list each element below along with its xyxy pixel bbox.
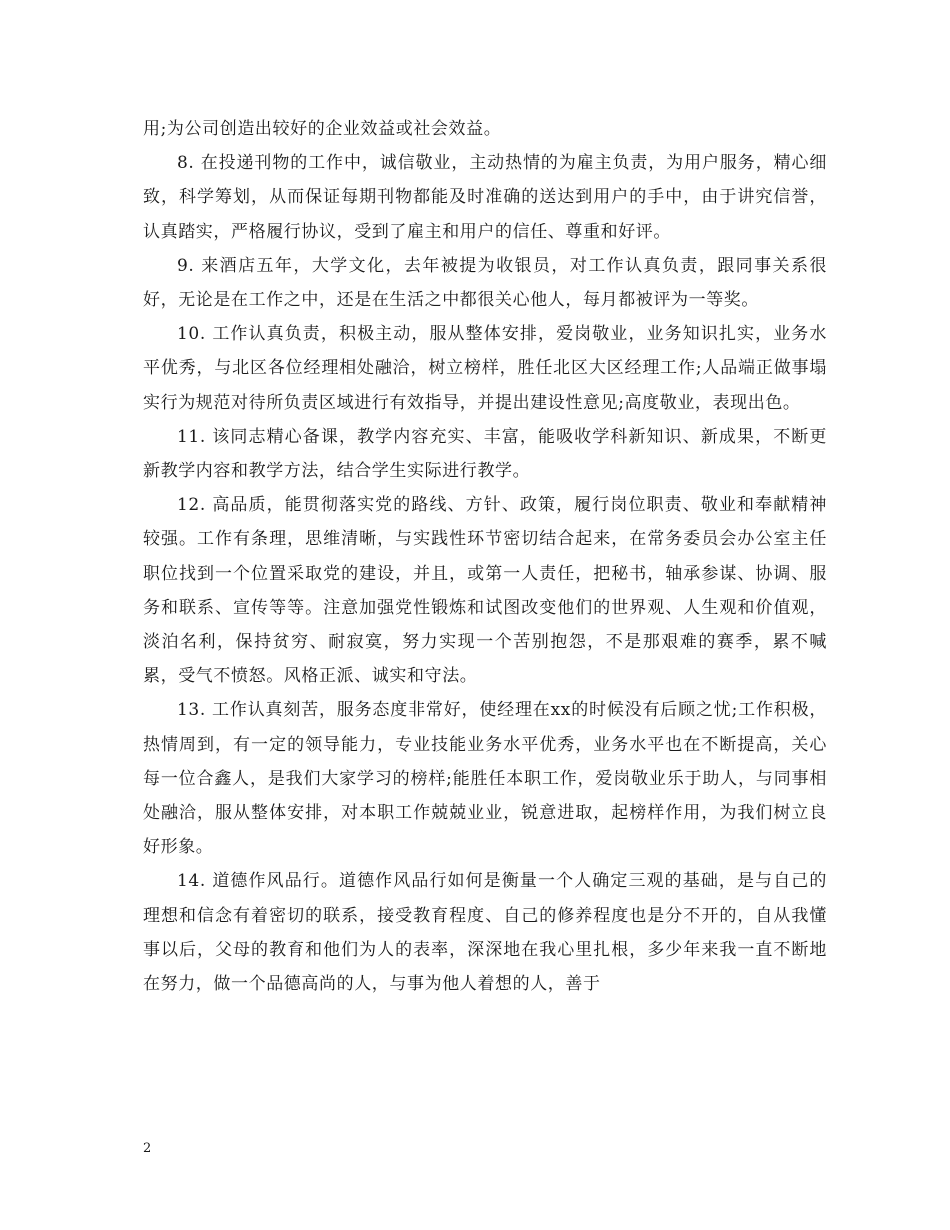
paragraph-continuation: 用;为公司创造出较好的企业效益或社会效益。 xyxy=(143,119,502,139)
paragraph-item-9: 9. 来酒店五年，大学文化，去年被提为收银员，对工作认真负责，跟同事关系很好，无论是在工作之中，还是在生活之中都很关心他人，每月都被评为一等奖。 xyxy=(143,255,827,311)
paragraph-item-11: 11. 该同志精心备课，教学内容充实、丰富，能吸收学科新知识、新成果，不断更新教学内容和教学方法，结合学生实际进行教学。 xyxy=(143,426,827,482)
paragraph-item-8: 8. 在投递刊物的工作中，诚信敬业，主动热情的为雇主负责，为用户服务，精心细致，科学筹划，从而保证每期刊物都能及时准确的送达到用户的手中，由于讲究信誉，认真踏实，严格履行协议，受到了雇主和用户的信任、尊重和好评。 xyxy=(143,153,827,242)
paragraph-item-12: 12. 高品质，能贯彻落实党的路线、方针、政策，履行岗位职责、敬业和奉献精神较强。工作有条理，思维清晰，与实践性环节密切结合起来，在常务委员会办公室主任职位找到一个位置采取党的建设，并且，或第一人责任，把秘书，轴承参谋、协调、服务和联系、宣传等等。注意加强党性锻炼和试图改变他们的世界观、人生观和价值观，淡泊名利，保持贫穷、耐寂寞，努力实现一个苦别抱怨，不是那艰难的赛季，累不喊累，受气不愤怒。风格正派、诚实和守法。 xyxy=(143,495,827,687)
document-body xyxy=(143,112,827,1001)
page-number: 2 xyxy=(143,1141,152,1156)
paragraph-item-10: 10. 工作认真负责，积极主动，服从整体安排，爱岗敬业，业务知识扎实，业务水平优秀，与北区各位经理相处融洽，树立榜样，胜任北区大区经理工作;人品端正做事塌实行为规范对待所负责区域进行有效指导，并提出建设性意见;高度敬业，表现出色。 xyxy=(143,324,827,413)
paragraph-item-14: 14. 道德作风品行。道德作风品行如何是衡量一个人确定三观的基础，是与自己的理想和信念有着密切的联系，接受教育程度、自己的修养程度也是分不开的，自从我懂事以后，父母的教育和他们为人的表率，深深地在我心里扎根，多少年来我一直不断地在努力，做一个品德高尚的人，与事为他人着想的人，善于 xyxy=(143,871,827,995)
paragraph-item-13: 13. 工作认真刻苦，服务态度非常好，使经理在xx的时候没有后顾之忧;工作积极，热情周到，有一定的领导能力，专业技能业务水平优秀，业务水平也在不断提高，关心每一位合鑫人，是我们大家学习的榜样;能胜任本职工作，爱岗敬业乐于助人，与同事相处融洽，服从整体安排，对本职工作兢兢业业，锐意进取，起榜样作用，为我们树立良好形象。 xyxy=(143,700,827,858)
